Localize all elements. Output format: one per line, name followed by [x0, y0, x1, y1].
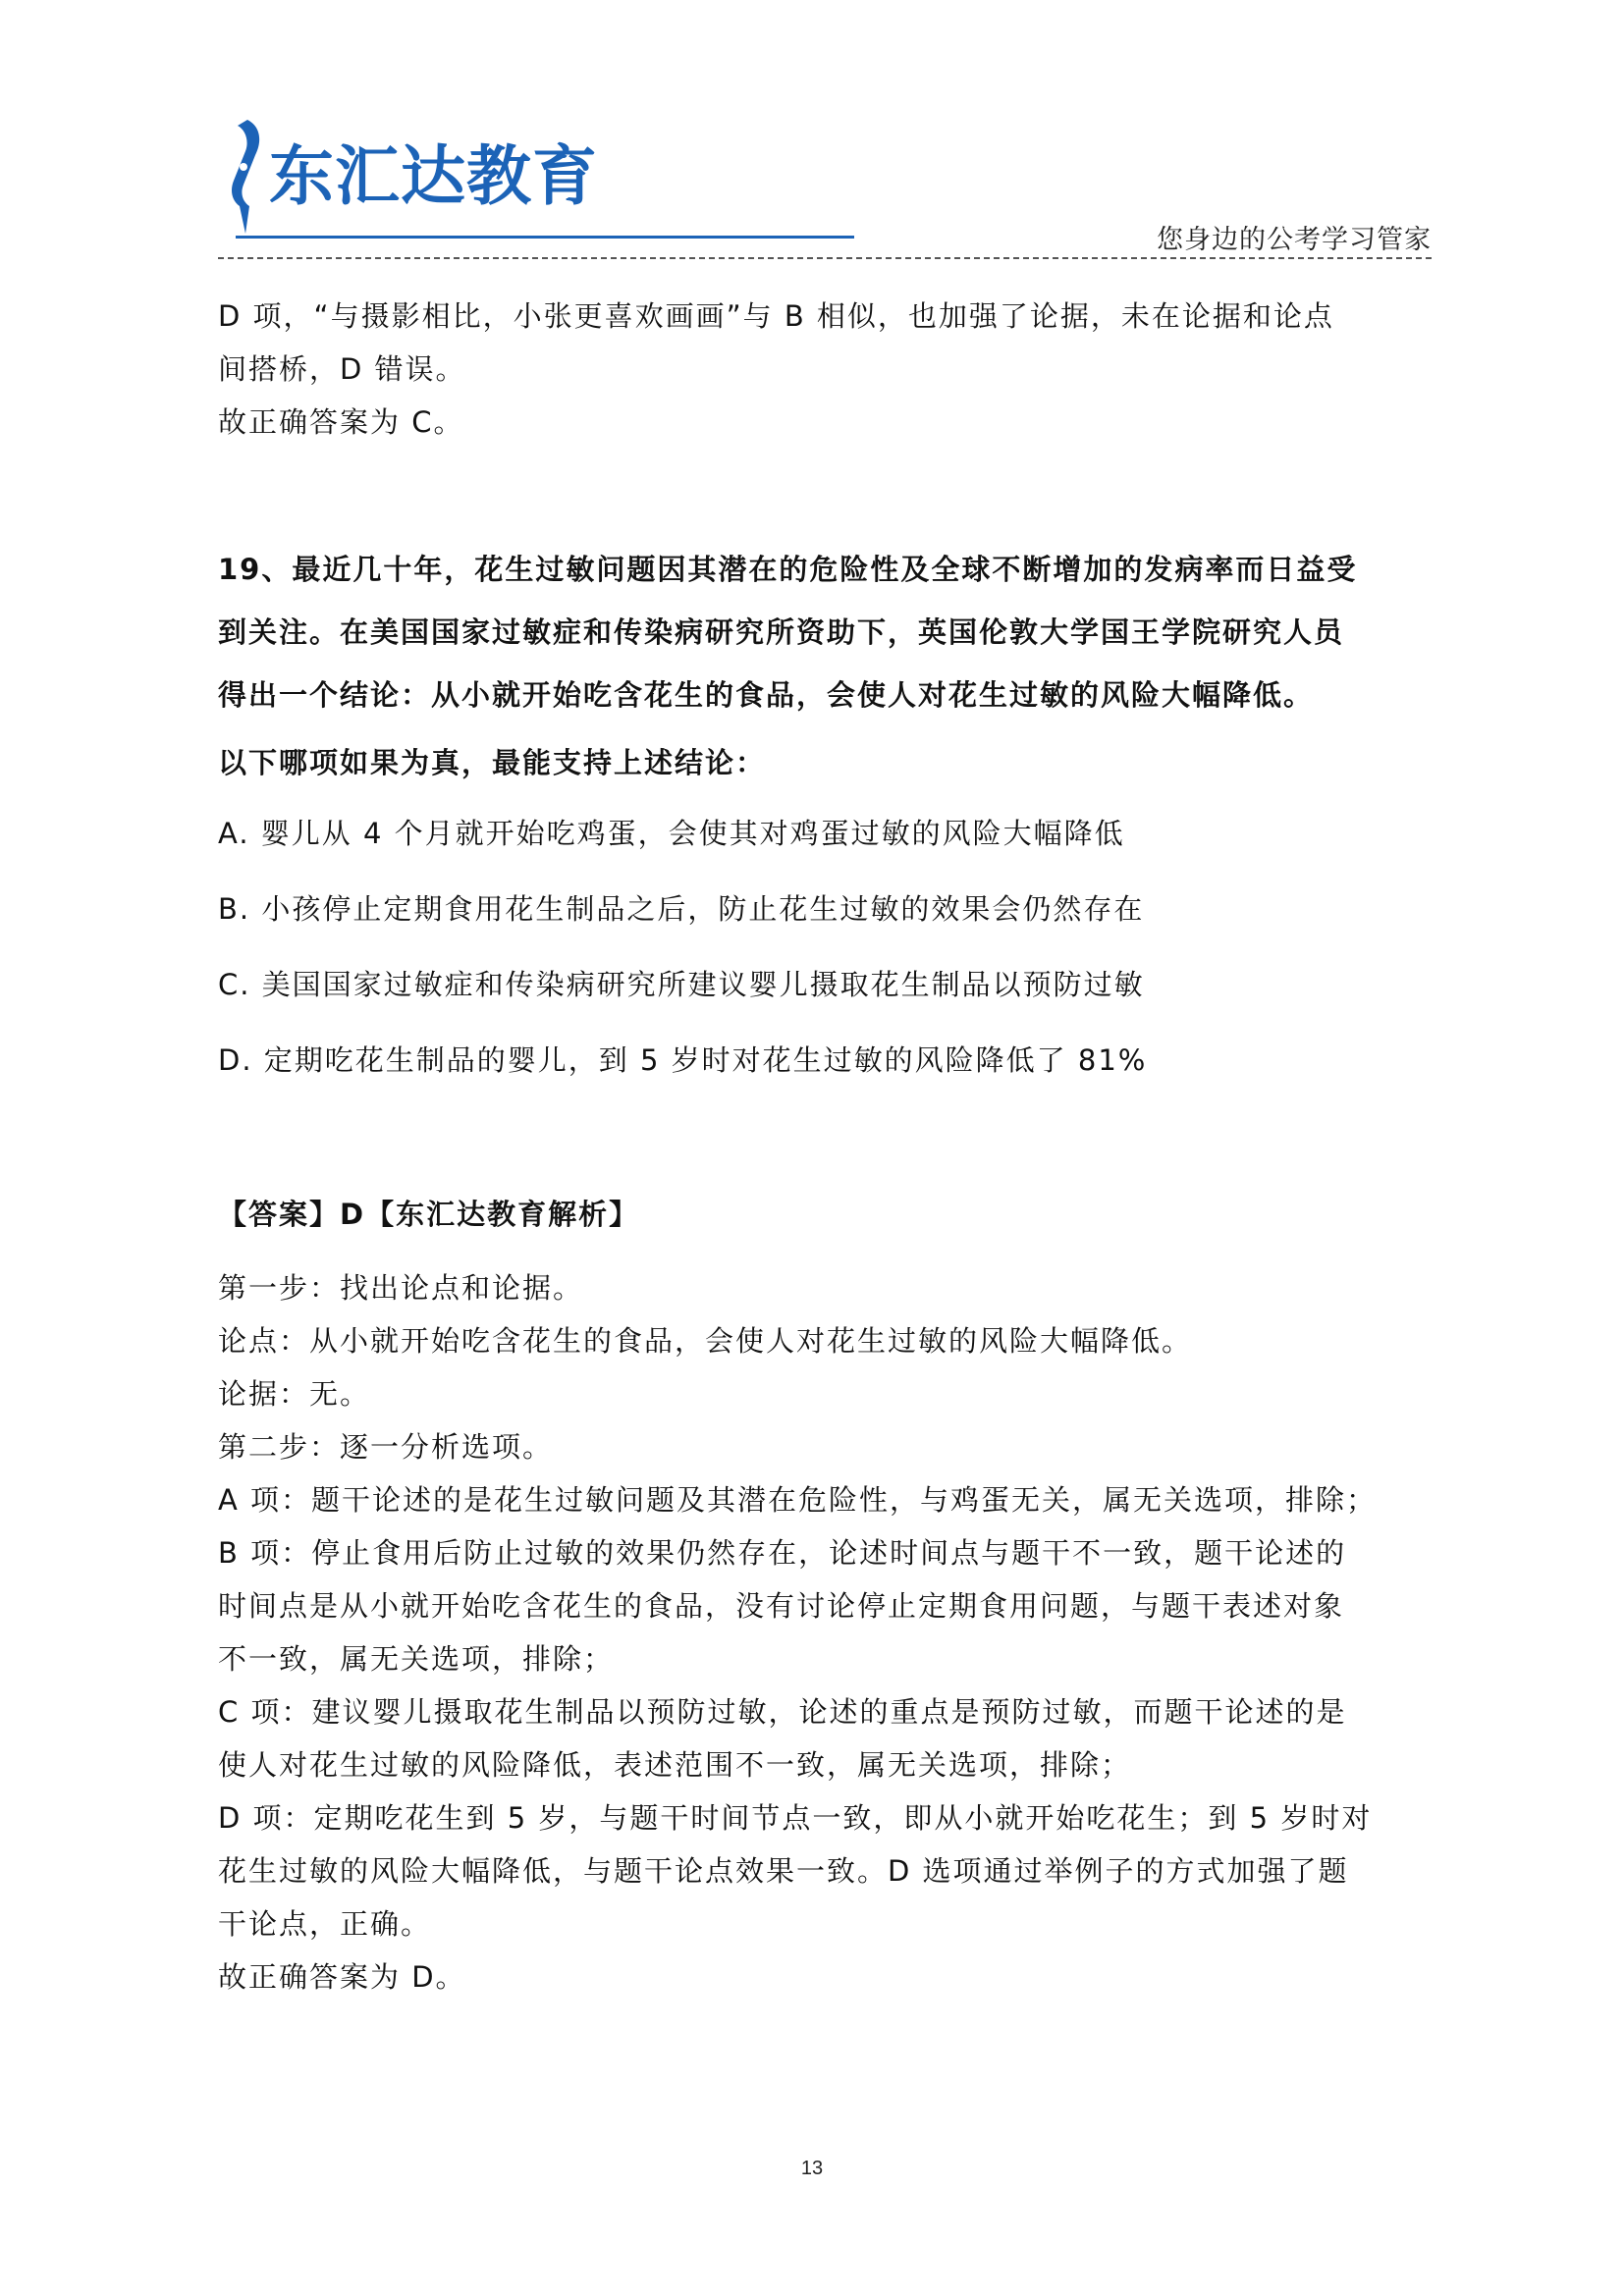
logo-underline [236, 236, 854, 239]
pen-logo-icon [226, 116, 269, 243]
analysis-line: 第一步：找出论点和论据。 [218, 1271, 584, 1305]
question-stem-line: 得出一个结论：从小就开始吃含花生的食品，会使人对花生过敏的风险大幅降低。 [218, 678, 1315, 712]
option-c: C. 美国国家过敏症和传染病研究所建议婴儿摄取花生制品以预防过敏 [218, 968, 1145, 1001]
option-a: A. 婴儿从 4 个月就开始吃鸡蛋，会使其对鸡蛋过敏的风险大幅降低 [218, 817, 1125, 850]
analysis-line: 论点：从小就开始吃含花生的食品，会使人对花生过敏的风险大幅降低。 [218, 1324, 1193, 1358]
prev-analysis-line: D 项，“与摄影相比，小张更喜欢画画”与 B 相似，也加强了论据，未在论据和论点 [218, 299, 1334, 333]
header-divider [218, 257, 1432, 259]
prev-answer-line: 故正确答案为 C。 [218, 405, 464, 439]
analysis-line: C 项：建议婴儿摄取花生制品以预防过敏，论述的重点是预防过敏，而题干论述的是 [218, 1695, 1347, 1729]
analysis-line: 时间点是从小就开始吃含花生的食品，没有讨论停止定期食用问题，与题干表述对象 [218, 1589, 1345, 1623]
analysis-line: D 项：定期吃花生到 5 岁，与题干时间节点一致，即从小就开始吃花生；到 5 岁时对 [218, 1801, 1373, 1835]
option-b: B. 小孩停止定期食用花生制品之后，防止花生过敏的效果会仍然存在 [218, 892, 1145, 926]
prev-analysis-line: 间搭桥，D 错误。 [218, 352, 466, 386]
analysis-line: 使人对花生过敏的风险降低，表述范围不一致，属无关选项，排除； [218, 1748, 1132, 1782]
question-prompt: 以下哪项如果为真，最能支持上述结论： [218, 746, 767, 779]
analysis-line: 不一致，属无关选项，排除； [218, 1642, 615, 1676]
analysis-line: B 项：停止食用后防止过敏的效果仍然存在，论述时间点与题干不一致，题干论述的 [218, 1536, 1347, 1570]
header-slogan: 您身边的公考学习管家 [1157, 225, 1432, 255]
analysis-line: A 项：题干论述的是花生过敏问题及其潜在危险性，与鸡蛋无关，属无关选项，排除； [218, 1483, 1378, 1517]
analysis-line: 第二步：逐一分析选项。 [218, 1430, 554, 1464]
analysis-line: 论据：无。 [218, 1377, 371, 1411]
page-number: 13 [800, 2158, 824, 2179]
question-stem-line: 到关注。在美国国家过敏症和传染病研究所资助下，英国伦敦大学国王学院研究人员 [218, 615, 1345, 649]
analysis-line: 花生过敏的风险大幅降低，与题干论点效果一致。D 选项通过举例子的方式加强了题 [218, 1854, 1349, 1888]
option-d: D. 定期吃花生制品的婴儿，到 5 岁时对花生过敏的风险降低了 81% [218, 1043, 1148, 1077]
page-header [218, 108, 1432, 263]
logo-text: 东汇达教育 [269, 138, 598, 214]
final-answer-line: 故正确答案为 D。 [218, 1960, 466, 1994]
analysis-line: 干论点，正确。 [218, 1907, 432, 1941]
question-stem-line: 19、最近几十年，花生过敏问题因其潜在的危险性及全球不断增加的发病率而日益受 [218, 553, 1358, 586]
logo [218, 108, 640, 255]
answer-heading: 【答案】D【东汇达教育解析】 [218, 1198, 640, 1231]
